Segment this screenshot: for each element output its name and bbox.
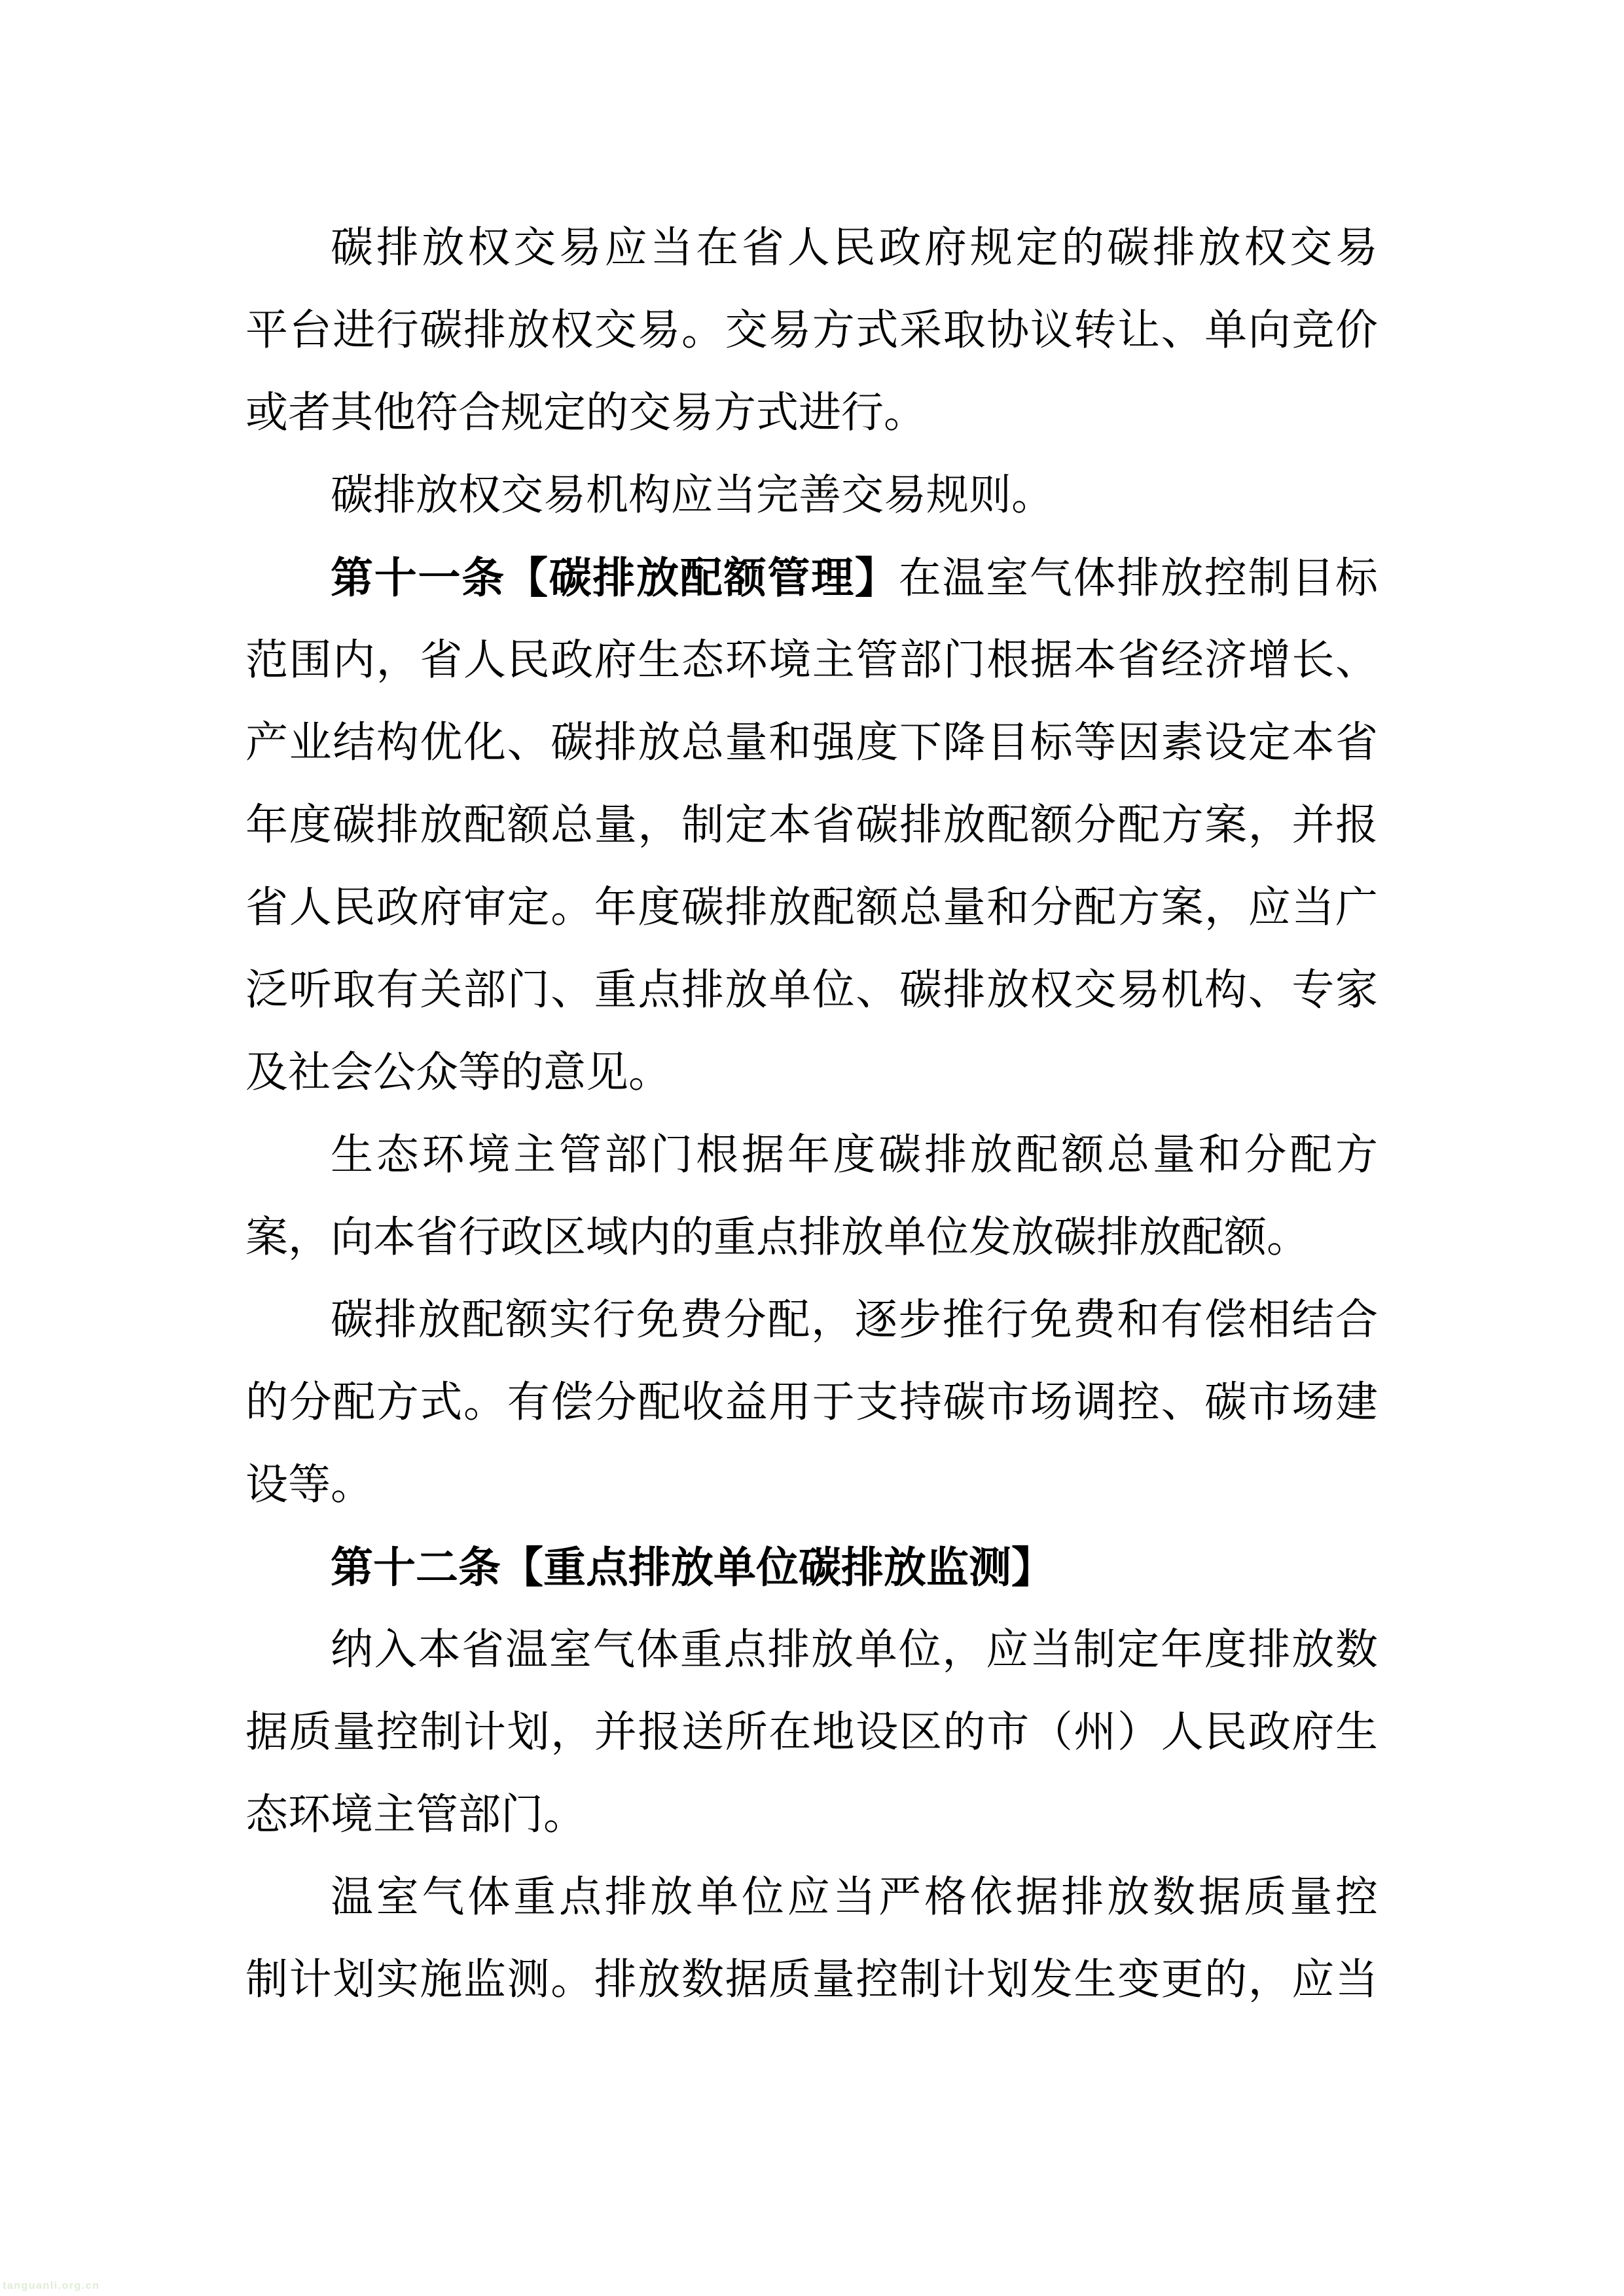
body-line — [245, 619, 1378, 702]
line-text: 的分配方式。有偿分配收益用于支持碳市场调控、碳市场建 — [245, 1379, 1378, 1426]
line-text: 范围内，省人民政府生态环境主管部门根据本省经济增长、 — [245, 637, 1378, 684]
line-text: 制计划实施监测。排放数据质量控制计划发生变更的，应当 — [245, 1956, 1378, 2003]
line-text: 产业结构优化、碳排放总量和强度下降目标等因素设定本省 — [245, 719, 1378, 766]
article-heading-12: 第十二条【重点排放单位碳排放监测】 — [331, 1543, 1055, 1591]
body-line — [245, 1691, 1378, 1774]
line-text: 碳排放权交易机构应当完善交易规则。 — [331, 472, 1055, 519]
body-line — [245, 1774, 1378, 1856]
line-text: 或者其他符合规定的交易方式进行。 — [245, 389, 927, 437]
body-line — [245, 454, 1378, 537]
line-text: 态环境主管部门。 — [245, 1791, 586, 1839]
line-text: 温室气体重点排放单位应当严格依据排放数据质量控 — [331, 1874, 1378, 1921]
line-text: 案，向本省行政区域内的重点排放单位发放碳排放配额。 — [245, 1214, 1310, 1261]
line-text: 碳排放权交易应当在省人民政府规定的碳排放权交易 — [331, 224, 1378, 272]
line-text: 据质量控制计划，并报送所在地设区的市（州）人民政府生 — [245, 1709, 1378, 1756]
line-text: 泛听取有关部门、重点排放单位、碳排放权交易机构、专家 — [245, 967, 1378, 1014]
line-text: 及社会公众等的意见。 — [245, 1049, 672, 1096]
body-line — [245, 537, 1378, 619]
body-line — [245, 1196, 1378, 1279]
body-line — [245, 1526, 1378, 1609]
document-body — [245, 207, 1378, 2021]
body-line — [245, 1939, 1378, 2021]
body-line — [245, 867, 1378, 949]
line-text: 碳排放配额实行免费分配，逐步推行免费和有偿相结合 — [331, 1297, 1378, 1344]
body-line — [245, 1856, 1378, 1939]
body-line — [245, 289, 1378, 372]
body-line — [245, 784, 1378, 867]
line-text: 生态环境主管部门根据年度碳排放配额总量和分配方 — [331, 1132, 1378, 1179]
body-line — [245, 949, 1378, 1031]
body-line — [245, 207, 1378, 289]
body-line — [245, 702, 1378, 784]
body-line — [245, 372, 1378, 454]
body-line — [245, 1031, 1378, 1114]
body-line — [245, 1361, 1378, 1444]
watermark-text: tanguanli.org.cn — [3, 2280, 100, 2291]
line-text: 平台进行碳排放权交易。交易方式采取协议转让、单向竞价 — [245, 307, 1378, 354]
line-text: 纳入本省温室气体重点排放单位，应当制定年度排放数 — [331, 1626, 1378, 1674]
body-line — [245, 1114, 1378, 1196]
article-heading-11: 第十一条【碳排放配额管理】 — [331, 554, 899, 601]
line-text: 设等。 — [245, 1462, 374, 1509]
body-line — [245, 1279, 1378, 1361]
body-line — [245, 1444, 1378, 1526]
line-text: 年度碳排放配额总量，制定本省碳排放配额分配方案，并报 — [245, 802, 1378, 849]
line-text: 省人民政府审定。年度碳排放配额总量和分配方案，应当广 — [245, 884, 1378, 931]
body-line — [245, 1609, 1378, 1691]
line-text: 在温室气体排放控制目标 — [898, 555, 1378, 602]
